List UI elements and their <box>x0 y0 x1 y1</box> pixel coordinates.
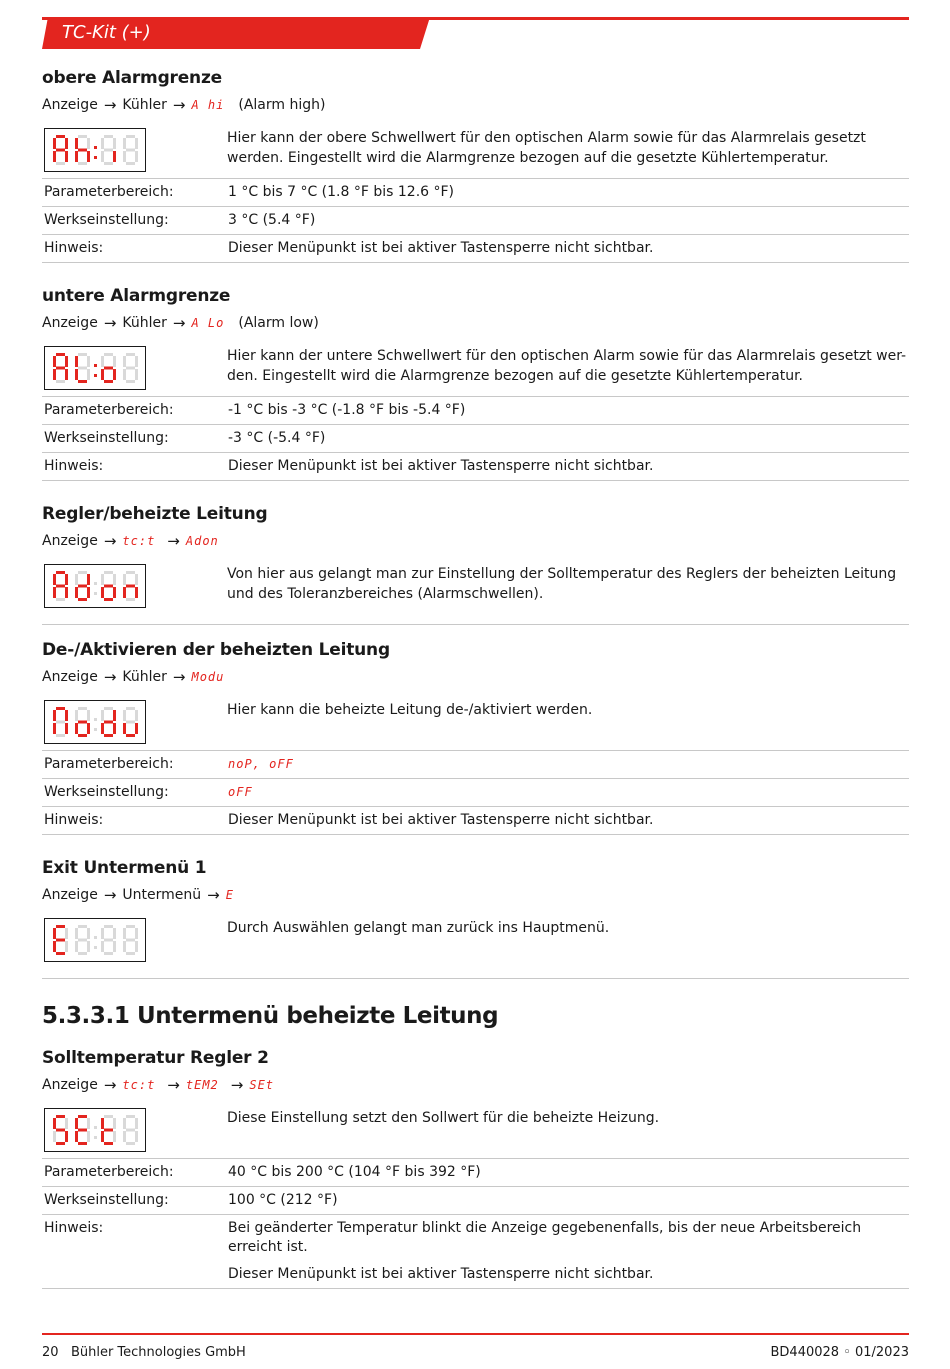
segment-b <box>87 138 90 149</box>
segment-d <box>104 380 113 383</box>
segment-b <box>65 710 68 721</box>
divider <box>42 978 909 979</box>
path-code: tc:t <box>122 1078 156 1092</box>
segment-g <box>78 585 87 588</box>
section-heading: obere Alarmgrenze <box>42 68 222 88</box>
segment-f <box>75 928 78 939</box>
colon-dot <box>94 156 97 159</box>
segment-a <box>104 1115 113 1118</box>
segment-e <box>53 723 56 734</box>
segment-c <box>113 941 116 952</box>
segment-d <box>78 380 87 383</box>
segment-a <box>78 925 87 928</box>
segment-a <box>78 1115 87 1118</box>
path-code: Modu <box>191 670 225 684</box>
segment-e <box>101 369 104 380</box>
segment-e <box>101 587 104 598</box>
segment-b <box>113 1118 116 1129</box>
segment-f <box>101 138 104 149</box>
arrow-icon: → <box>103 886 117 904</box>
segment-d <box>56 598 65 601</box>
segment-g <box>104 939 113 942</box>
seven-segment-display <box>44 346 146 390</box>
path-step: Anzeige <box>42 669 98 685</box>
segment-e <box>101 151 104 162</box>
segment-c <box>113 723 116 734</box>
arrow-icon: → <box>172 668 186 686</box>
segment-a <box>78 353 87 356</box>
segment-e <box>75 369 78 380</box>
colon-dot <box>94 728 97 731</box>
description: Diese Einstellung setzt den Sollwert für die beheizte Heizung. <box>227 1110 660 1126</box>
segment-a <box>78 135 87 138</box>
segment-f <box>101 356 104 367</box>
segment-c <box>113 151 116 162</box>
arrow-icon: → <box>103 532 117 550</box>
segment-a <box>104 135 113 138</box>
description: Hier kann der untere Schwellwert für den optischen Alarm sowie für das Alarmrelais gesetzt wer-den. Eingestellt wird die Alarmgrenze bezogen auf die gesetzte Kühlertemperatur. <box>227 348 907 384</box>
display-glyphs <box>49 568 141 604</box>
description: Hier kann der obere Schwellwert für den optischen Alarm sowie für das Alarmrelais gesetzt werden. Eingestellt wird die Alarmgrenze bezogen auf die gesetzte Kühlertemperatur. <box>227 130 866 166</box>
segment-d <box>78 1142 87 1145</box>
path-code: tEM2 <box>185 1078 219 1092</box>
segment-b <box>87 928 90 939</box>
table-row: Werkseinstellung: 100 °C (212 °F) <box>42 1187 909 1215</box>
section-heading: Regler/beheizte Leitung <box>42 504 268 524</box>
colon-dot <box>94 374 97 377</box>
segment-g <box>126 939 135 942</box>
segment-f <box>101 1118 104 1129</box>
segment-c <box>87 151 90 162</box>
segment-g <box>56 149 65 152</box>
path-code: E <box>225 888 234 902</box>
path-code: A hi <box>191 98 225 112</box>
arrow-icon: → <box>103 1076 117 1094</box>
segment-b <box>87 574 90 585</box>
segment-d <box>56 162 65 165</box>
segment-f <box>101 574 104 585</box>
segment-e <box>75 941 78 952</box>
section-exit <box>42 858 909 968</box>
segment-b <box>113 574 116 585</box>
table-row: Hinweis: Dieser Menüpunkt ist bei aktiver Tastensperre nicht sichtbar. <box>42 235 909 263</box>
description: Durch Auswählen gelangt man zurück ins Hauptmenü. <box>227 920 610 936</box>
segment-a <box>104 707 113 710</box>
segment-c <box>87 941 90 952</box>
path-note: (Alarm low) <box>238 315 319 331</box>
segment-c <box>135 723 138 734</box>
segment-c <box>65 151 68 162</box>
segment-g <box>56 721 65 724</box>
segment-b <box>87 356 90 367</box>
path-step: Kühler <box>122 669 167 685</box>
page-header <box>42 17 909 49</box>
segment-d <box>104 734 113 737</box>
segment-d <box>78 734 87 737</box>
path-code: tc:t <box>122 534 156 548</box>
segment-a <box>56 353 65 356</box>
segment-a <box>126 135 135 138</box>
segment-g <box>56 1129 65 1132</box>
display-glyphs <box>49 704 141 740</box>
segment-b <box>65 1118 68 1129</box>
section-alarm-high <box>42 68 909 263</box>
segment-b <box>87 710 90 721</box>
segment-g <box>126 149 135 152</box>
segment-c <box>65 587 68 598</box>
display-glyphs <box>49 132 141 168</box>
segment-a <box>126 925 135 928</box>
segment-b <box>87 1118 90 1129</box>
segment-f <box>75 710 78 721</box>
path-step: Anzeige <box>42 1077 98 1093</box>
segment-f <box>53 710 56 721</box>
menu-path <box>42 94 909 116</box>
segment-d <box>56 952 65 955</box>
path-step: Kühler <box>122 315 167 331</box>
section-set <box>42 1048 909 1289</box>
segment-b <box>135 710 138 721</box>
segment-a <box>56 135 65 138</box>
segment-f <box>75 1118 78 1129</box>
colon-dot <box>94 946 97 949</box>
segment-e <box>53 1131 56 1142</box>
segment-e <box>75 151 78 162</box>
description: Von hier aus gelangt man zur Einstellung der Solltemperatur des Reglers der beheizten Leitung und des Toleranzbereiches (Alarmschwellen). <box>227 566 897 602</box>
segment-g <box>104 367 113 370</box>
segment-c <box>113 587 116 598</box>
segment-a <box>56 1115 65 1118</box>
path-note: (Alarm high) <box>238 97 326 113</box>
menu-path <box>42 884 909 906</box>
colon-dot <box>94 146 97 149</box>
segment-a <box>104 571 113 574</box>
segment-c <box>135 369 138 380</box>
table-row: Werkseinstellung: -3 °C (-5.4 °F) <box>42 425 909 453</box>
divider <box>42 624 909 625</box>
display-glyphs <box>49 1112 141 1148</box>
segment-e <box>53 369 56 380</box>
segment-c <box>65 723 68 734</box>
segment-e <box>53 587 56 598</box>
table-row: Parameterbereich: 40 °C bis 200 °C (104 °F bis 392 °F) <box>42 1159 909 1187</box>
arrow-icon: → <box>103 314 117 332</box>
arrow-icon: → <box>172 314 186 332</box>
segment-a <box>56 925 65 928</box>
segment-g <box>78 367 87 370</box>
arrow-icon: → <box>167 1076 180 1094</box>
segment-b <box>135 356 138 367</box>
segment-a <box>78 707 87 710</box>
chapter-heading: 5.3.3.1 Untermenü beheizte Leitung <box>42 1003 499 1029</box>
segment-f <box>53 928 56 939</box>
segment-e <box>75 723 78 734</box>
menu-path <box>42 530 909 552</box>
segment-e <box>123 151 126 162</box>
segment-b <box>113 138 116 149</box>
section-alarm-low <box>42 286 909 481</box>
section-regler <box>42 504 909 614</box>
arrow-icon: → <box>207 886 220 904</box>
page-footer <box>42 1333 909 1360</box>
segment-g <box>56 939 65 942</box>
segment-f <box>123 1118 126 1129</box>
segment-g <box>104 585 113 588</box>
table-row: Parameterbereich: 1 °C bis 7 °C (1.8 °F bis 12.6 °F) <box>42 179 909 207</box>
segment-g <box>78 721 87 724</box>
segment-f <box>123 928 126 939</box>
segment-d <box>78 598 87 601</box>
segment-e <box>123 587 126 598</box>
menu-path <box>42 1074 909 1096</box>
colon-dot <box>94 1126 97 1129</box>
table-row: Parameterbereich: -1 °C bis -3 °C (-1.8 °F bis -5.4 °F) <box>42 397 909 425</box>
seven-segment-display <box>44 918 146 962</box>
table-row: Werkseinstellung: 3 °C (5.4 °F) <box>42 207 909 235</box>
arrow-icon: → <box>103 668 117 686</box>
segment-e <box>53 151 56 162</box>
segment-a <box>126 707 135 710</box>
segment-b <box>113 356 116 367</box>
segment-a <box>104 353 113 356</box>
segment-b <box>135 574 138 585</box>
segment-d <box>126 380 135 383</box>
table-row: Parameterbereich: noP, oFF <box>42 751 909 779</box>
segment-c <box>135 151 138 162</box>
segment-d <box>56 1142 65 1145</box>
footer-left: 20 Bühler Technologies GmbH <box>42 1345 246 1360</box>
segment-e <box>123 1131 126 1142</box>
segment-e <box>101 723 104 734</box>
chapter-heading-block <box>42 1003 909 1029</box>
segment-g <box>78 939 87 942</box>
segment-f <box>123 138 126 149</box>
segment-d <box>126 598 135 601</box>
segment-g <box>126 367 135 370</box>
segment-b <box>135 1118 138 1129</box>
segment-d <box>126 1142 135 1145</box>
segment-a <box>56 707 65 710</box>
display-glyphs <box>49 922 141 958</box>
segment-f <box>123 356 126 367</box>
path-step: Anzeige <box>42 887 98 903</box>
segment-f <box>53 356 56 367</box>
segment-d <box>56 380 65 383</box>
segment-g <box>126 585 135 588</box>
segment-f <box>53 138 56 149</box>
segment-e <box>75 1131 78 1142</box>
segment-b <box>65 574 68 585</box>
param-table <box>42 178 909 263</box>
segment-a <box>126 353 135 356</box>
segment-d <box>56 734 65 737</box>
arrow-icon: → <box>230 1076 244 1094</box>
table-row: Hinweis: Bei geänderter Temperatur blinkt die Anzeige gegebenenfalls, bis der neue Arbeitsbereich erreicht ist. <box>42 1215 909 1262</box>
segment-a <box>104 925 113 928</box>
segment-f <box>101 928 104 939</box>
segment-g <box>104 149 113 152</box>
segment-d <box>104 1142 113 1145</box>
segment-f <box>123 574 126 585</box>
segment-f <box>101 710 104 721</box>
segment-g <box>78 149 87 152</box>
segment-c <box>65 369 68 380</box>
arrow-icon: → <box>172 96 186 114</box>
table-row: Hinweis: Dieser Menüpunkt ist bei aktiver Tastensperre nicht sichtbar. <box>42 807 909 835</box>
param-table <box>42 750 909 835</box>
table-row: Hinweis: Dieser Menüpunkt ist bei aktiver Tastensperre nicht sichtbar. <box>42 453 909 481</box>
arrow-icon: → <box>167 532 180 550</box>
colon-dot <box>94 718 97 721</box>
segment-a <box>126 1115 135 1118</box>
segment-c <box>65 941 68 952</box>
section-heading: Exit Untermenü 1 <box>42 858 207 878</box>
footer-right: BD440028 ◦ 01/2023 <box>770 1345 909 1360</box>
segment-d <box>126 734 135 737</box>
colon-dot <box>94 1136 97 1139</box>
path-step: Untermenü <box>122 887 202 903</box>
segment-f <box>53 574 56 585</box>
section-heading: De-/Aktivieren der beheizten Leitung <box>42 640 390 660</box>
colon-dot <box>94 592 97 595</box>
segment-f <box>75 574 78 585</box>
segment-a <box>78 571 87 574</box>
segment-c <box>87 1131 90 1142</box>
path-code: SEt <box>249 1078 275 1092</box>
segment-f <box>53 1118 56 1129</box>
segment-e <box>123 941 126 952</box>
segment-g <box>126 1129 135 1132</box>
seven-segment-display <box>44 1108 146 1152</box>
segment-d <box>104 162 113 165</box>
segment-b <box>65 928 68 939</box>
segment-g <box>56 367 65 370</box>
segment-f <box>75 356 78 367</box>
description: Hier kann die beheizte Leitung de-/aktiviert werden. <box>227 702 593 718</box>
seven-segment-display <box>44 700 146 744</box>
segment-d <box>126 952 135 955</box>
menu-path <box>42 666 909 688</box>
segment-b <box>113 710 116 721</box>
path-step: Anzeige <box>42 533 98 549</box>
section-heading: untere Alarmgrenze <box>42 286 231 306</box>
table-row: Dieser Menüpunkt ist bei aktiver Tastensperre nicht sichtbar. <box>42 1261 909 1289</box>
colon-dot <box>94 582 97 585</box>
segment-b <box>65 356 68 367</box>
colon-dot <box>94 364 97 367</box>
segment-b <box>135 138 138 149</box>
path-step: Anzeige <box>42 97 98 113</box>
path-step: Anzeige <box>42 315 98 331</box>
segment-c <box>135 941 138 952</box>
segment-e <box>123 723 126 734</box>
segment-f <box>75 138 78 149</box>
segment-b <box>65 138 68 149</box>
segment-c <box>135 1131 138 1142</box>
segment-c <box>113 1131 116 1142</box>
segment-d <box>78 162 87 165</box>
segment-c <box>87 587 90 598</box>
table-row: Werkseinstellung: oFF <box>42 779 909 807</box>
segment-g <box>104 721 113 724</box>
seven-segment-display <box>44 128 146 172</box>
path-code: Adon <box>185 534 219 548</box>
section-heading: Solltemperatur Regler 2 <box>42 1048 269 1068</box>
segment-d <box>78 952 87 955</box>
segment-e <box>123 369 126 380</box>
arrow-icon: → <box>103 96 117 114</box>
segment-c <box>135 587 138 598</box>
path-code: A Lo <box>191 316 225 330</box>
segment-a <box>56 571 65 574</box>
segment-c <box>87 369 90 380</box>
segment-e <box>101 941 104 952</box>
seven-segment-display <box>44 564 146 608</box>
segment-f <box>123 710 126 721</box>
param-table <box>42 396 909 481</box>
segment-b <box>135 928 138 939</box>
header-title: TC-Kit (+) <box>62 22 151 43</box>
colon-dot <box>94 936 97 939</box>
segment-g <box>104 1129 113 1132</box>
segment-e <box>75 587 78 598</box>
segment-c <box>87 723 90 734</box>
path-step: Kühler <box>122 97 167 113</box>
segment-b <box>113 928 116 939</box>
segment-e <box>101 1131 104 1142</box>
segment-c <box>65 1131 68 1142</box>
display-glyphs <box>49 350 141 386</box>
segment-g <box>56 585 65 588</box>
segment-d <box>126 162 135 165</box>
section-modu <box>42 640 909 835</box>
segment-d <box>104 598 113 601</box>
param-table <box>42 1158 909 1289</box>
segment-d <box>104 952 113 955</box>
segment-a <box>126 571 135 574</box>
segment-c <box>113 369 116 380</box>
segment-g <box>126 721 135 724</box>
segment-g <box>78 1129 87 1132</box>
segment-e <box>53 941 56 952</box>
menu-path <box>42 312 909 334</box>
